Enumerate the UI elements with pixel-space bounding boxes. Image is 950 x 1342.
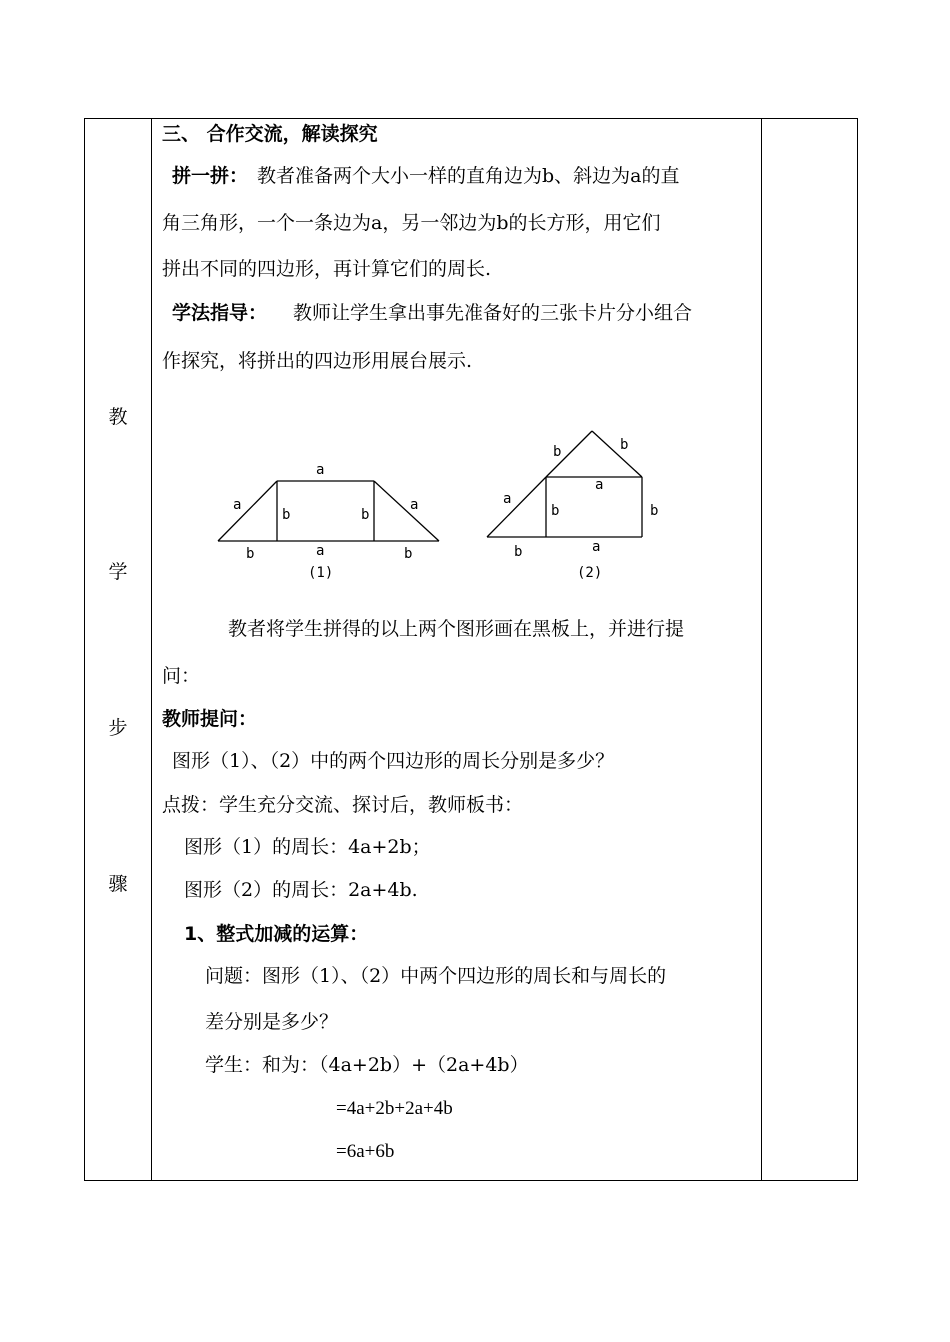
- guidance-line-2: 作探究，将拼出的四边形用展台展示.: [162, 350, 473, 372]
- fig2-roof-right-label: b: [620, 437, 629, 453]
- guidance-label: 学法指导：: [172, 302, 268, 324]
- perimeter-1: 图形（1）的周长：4a+2b；: [184, 836, 431, 858]
- fig1-left-slant-label: a: [233, 497, 242, 513]
- teacher-note-line-1: 教者将学生拼得的以上两个图形画在黑板上，并进行提: [228, 618, 685, 640]
- side-label-char-4: 骤: [108, 873, 128, 895]
- problem-line-2: 差分别是多少？: [205, 1011, 339, 1033]
- fig2-bottom-right-label: a: [592, 539, 601, 555]
- fig1-right-slant-label: a: [410, 497, 419, 513]
- hint-text: 点拨：学生充分交流、探讨后，教师板书：: [162, 794, 524, 816]
- side-label-char-3: 步: [108, 717, 128, 739]
- fig1-bottom-right-label: b: [404, 546, 413, 562]
- fig2-caption: (2): [577, 565, 603, 581]
- side-label-char-1: 教: [108, 406, 128, 428]
- problem-line-1: 问题：图形（1）、（2）中两个四边形的周长和与周长的: [205, 965, 667, 987]
- fig2-rect-right-label: b: [650, 503, 659, 519]
- answer-line-2: =4a+2b+2a+4b: [336, 1098, 453, 1119]
- fig2-roof-left-label: b: [553, 444, 562, 460]
- fig1-bottom-left-label: b: [246, 546, 255, 562]
- fig2-left-slant-label: a: [503, 491, 512, 507]
- side-label-char-2: 学: [108, 561, 128, 583]
- fig1-bottom-mid-label: a: [316, 543, 325, 559]
- fig1-right-b-label: b: [361, 507, 370, 523]
- teacher-note-line-2: 问：: [162, 665, 201, 687]
- answer-line-3: =6a+6b: [336, 1141, 395, 1162]
- fig1-top-label: a: [316, 462, 325, 478]
- figure-1-trapezoid: [210, 455, 450, 585]
- answer-line-1: 学生：和为：（4a+2b）+（2a+4b）: [205, 1054, 529, 1076]
- fig2-rect-top-label: a: [595, 477, 604, 493]
- figure-2-pentagon: [480, 425, 680, 585]
- perimeter-2: 图形（2）的周长：2a+4b.: [184, 879, 418, 901]
- section-title: 三、 合作交流，解读探究: [162, 123, 378, 145]
- activity-line-1: 教者准备两个大小一样的直角边为b、斜边为a的直: [257, 165, 680, 187]
- question-text: 图形（1）、（2）中的两个四边形的周长分别是多少？: [172, 750, 615, 772]
- fig2-rect-left-label: b: [551, 503, 560, 519]
- subsection-title: 1、整式加减的运算：: [184, 923, 369, 945]
- activity-line-3: 拼出不同的四边形，再计算它们的周长.: [162, 258, 492, 280]
- fig1-left-b-label: b: [282, 507, 291, 523]
- fig2-bottom-left-label: b: [514, 544, 523, 560]
- activity-line-2: 角三角形，一个一条边为a，另一邻边为b的长方形，用它们: [162, 212, 661, 234]
- column-divider-left: [151, 119, 152, 1180]
- fig1-caption: (1): [308, 565, 334, 581]
- guidance-line-1: 教师让学生拿出事先准备好的三张卡片分小组合: [293, 302, 693, 324]
- question-label: 教师提问：: [162, 708, 258, 730]
- activity-label: 拼一拼：: [172, 165, 249, 187]
- column-divider-right: [761, 119, 762, 1180]
